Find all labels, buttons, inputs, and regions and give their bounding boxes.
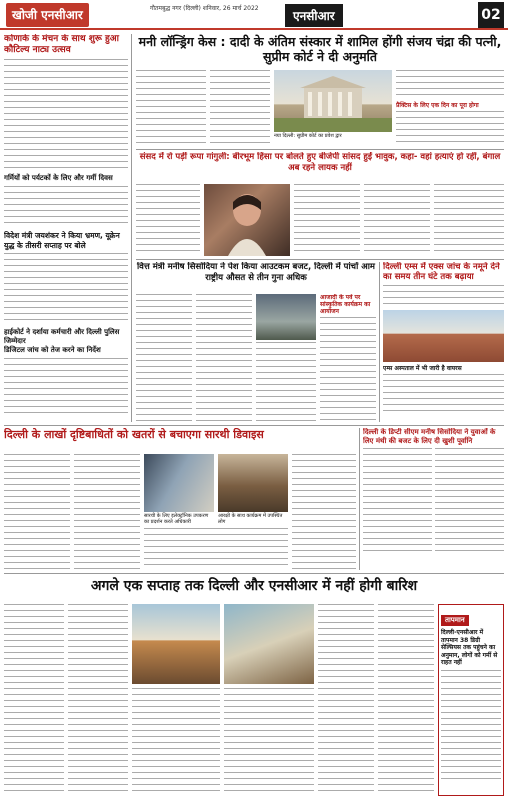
column-divider	[359, 428, 360, 570]
konark-body	[4, 59, 128, 171]
weather-story	[4, 576, 504, 600]
money-sidebar	[396, 70, 504, 146]
roopa-photo	[204, 184, 290, 256]
column-divider	[379, 262, 380, 422]
weather-body-1	[4, 604, 64, 796]
sisodia-body-2	[196, 294, 252, 422]
weather-body-6	[378, 604, 434, 796]
weather-headline: अगले एक सप्ताह तक दिल्ली और एनसीआर में नहीं होगी बारिश	[90, 578, 418, 594]
weather-body-2	[68, 604, 128, 796]
konark-body-3	[4, 253, 128, 325]
konark-subhead-3: हाईकोर्ट ने दर्शाया कर्मचारी और दिल्ली पुलिस जिम्मेदार	[4, 328, 120, 345]
section-divider	[136, 259, 504, 260]
drishti-body-1	[4, 454, 70, 570]
konark-subhead-4: डिजिटल जांच को तेज करने का निर्देश	[4, 346, 101, 354]
section-divider	[136, 149, 504, 150]
sisodia-story	[136, 262, 376, 292]
brand-logo: खोजी एनसीआर	[6, 3, 89, 27]
money-headline: मनी लॉन्ड्रिंग केस : दादी के अंतिम संस्कार में शामिल होंगी संजय चंद्रा की पत्नी, सुप्रीम कोर्ट ने दी अनुमति	[138, 34, 502, 64]
weather-body-5	[318, 604, 374, 796]
section-divider	[4, 425, 504, 426]
murder-story	[363, 428, 504, 570]
supreme-court-photo	[274, 70, 392, 132]
weather-box-text: दिल्ली-एनसीआर में तापमान 38 डिग्री सेल्सियस तक पहुंचने का अनुमान, लोगों को गर्मी से राहत नहीं	[441, 629, 498, 666]
hospital-photo	[383, 310, 504, 362]
konark-story	[4, 34, 128, 422]
event-caption: आरक्षी के साथ कार्यक्रम में उपस्थित लोग	[218, 513, 288, 525]
page-number: 02	[478, 2, 504, 28]
weather-photo-2	[224, 604, 314, 684]
konark-headline: कोणार्क के मंचन के साथ शुरू हुआ कौटिल्य नाट्य उत्सव	[4, 34, 119, 55]
money-sidebar-head: प्रैक्टिस के लिए एक दिन का पूरा होगा	[396, 102, 479, 109]
money-body-2	[210, 70, 270, 146]
column-divider	[131, 34, 132, 422]
konark-subhead-2: विदेश मंत्री जयशंकर ने किया भ्रमण, यूक्रेन युद्ध के तीसरी सप्ताह पर बोले	[4, 231, 120, 250]
roopa-body-3	[364, 184, 430, 256]
roopa-body-4	[434, 184, 504, 256]
weather-body-3	[132, 688, 220, 796]
sisodia-body-3	[256, 342, 316, 422]
drishti-headline: दिल्ली के लाखों दृष्टिबाधितों को खतरों से बचाएगा सारथी डिवाइस	[4, 428, 264, 441]
drishti-body-4	[292, 454, 356, 570]
weather-body-4	[224, 688, 314, 796]
murder-headline: दिल्ली के डिप्टी सीएम मनीष सिसोदिया ने युवाओं के लिए मंथी की बजट के लिए दी खुशी पूर्वानि	[363, 428, 496, 445]
weather-box-tag: तापमान	[441, 615, 469, 626]
gavel-icon	[274, 70, 392, 132]
money-body-1	[136, 70, 206, 146]
sisodia-sidebar-head: आजादी के पर्व पर सांस्कृतिक कार्यक्रम का आयोजन	[320, 294, 371, 315]
roopa-headline: संसद में रो पड़ीं रूपा गांगुली: बीरभूम हिंसा पर बोलते हुए बीजेपी सांसद हुईं भावुक, कहा- वहां हत्याएं हो रहीं, बंगाल अब रहने लायक नहीं	[139, 152, 501, 173]
sisodia-photo	[256, 294, 316, 340]
konark-body-2	[4, 186, 128, 228]
sisodia-sidebar	[320, 294, 376, 422]
konark-body-4	[4, 358, 128, 418]
drishti-story	[4, 428, 356, 452]
roopa-story	[136, 152, 504, 182]
sisodia-body-1	[136, 294, 192, 422]
konark-subhead-1: गर्मियों को पर्यटकों के लिए और गर्मी दिवस	[4, 174, 113, 182]
saarthi-device-photo	[144, 454, 214, 512]
section-label: एनसीआर	[285, 4, 343, 27]
dateline: गौतमबुद्ध नगर (दिल्ली) शनिवार, 26 मार्च 2022	[150, 5, 259, 12]
hospital-subhead: एम्स अस्पताल में भी जारी है वायरस	[383, 365, 462, 372]
weather-box	[438, 604, 504, 796]
masthead	[0, 0, 508, 30]
drishti-body-2	[74, 454, 140, 570]
event-photo	[218, 454, 288, 512]
hospital-headline: दिल्ली एम्स में एक्स जांच के नमूने देने का समय तीन घंटे तक बढ़ाया	[383, 262, 500, 282]
sisodia-headline: वित्त मंत्री मनीष सिसोदिया ने पेश किया आउटकम बजट, दिल्ली में पांचों आम राष्ट्रीय औसत से तीन गुना अधिक	[136, 262, 376, 283]
drishti-body-3	[144, 528, 288, 570]
section-divider	[4, 573, 504, 574]
supreme-court-caption: नया दिल्ली: सुप्रीम कोर्ट का प्रवेश द्वार	[274, 133, 392, 139]
roopa-body-2	[294, 184, 360, 256]
saarthi-caption: सारथी के लिए इलेक्ट्रॉनिक उपकरण का प्रदर्शन करते अधिकारी	[144, 513, 214, 525]
hospital-story	[383, 262, 504, 422]
microphone-icon	[204, 184, 290, 256]
roopa-body-1	[136, 184, 200, 256]
weather-photo-1	[132, 604, 220, 684]
